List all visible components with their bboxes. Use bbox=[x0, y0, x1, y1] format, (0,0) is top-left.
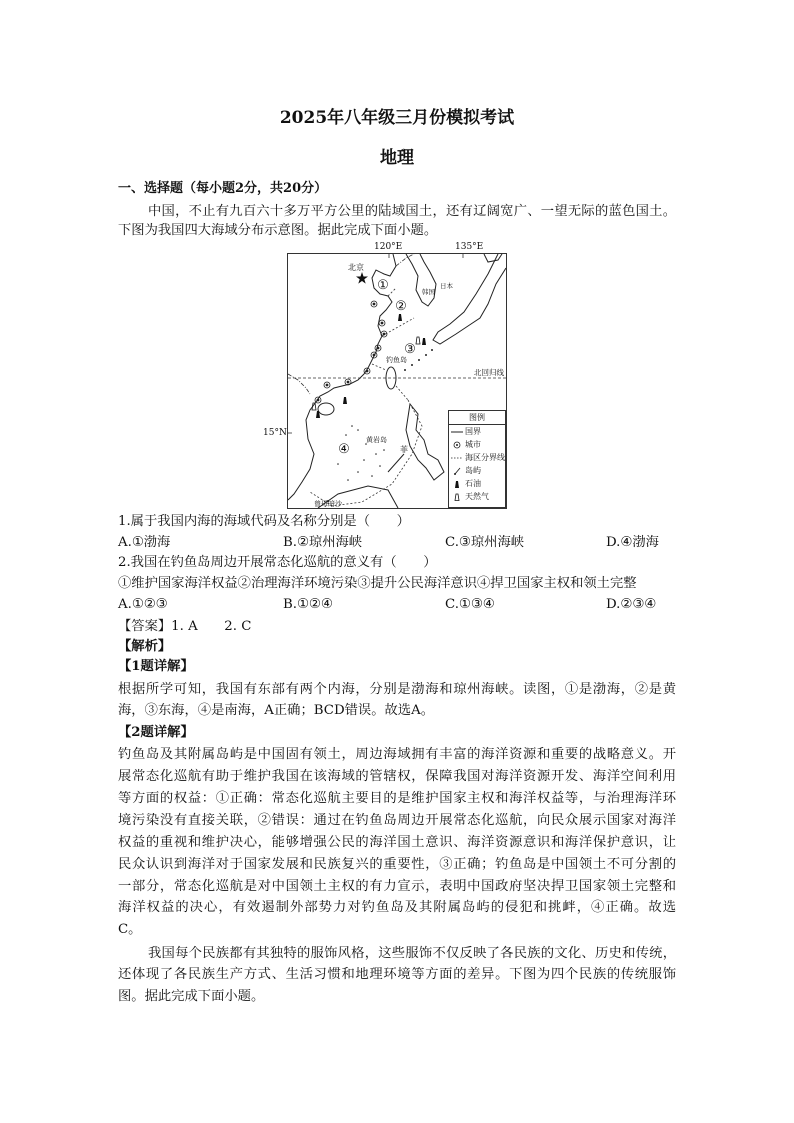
question-1-option-c: C.③琼州海峡 bbox=[445, 535, 525, 550]
map-legend bbox=[448, 410, 506, 508]
legend-title: 图例 bbox=[469, 413, 485, 422]
label-korea: 韩国 bbox=[422, 288, 435, 296]
legend-item-border: 国界 bbox=[451, 426, 481, 438]
section-heading: 一、选择题（每小题2分，共20分） bbox=[118, 181, 328, 196]
analysis-2-line: 权益的重视和维护决心，能够增强公民的海洋国土意识、海洋资源意识和海洋保护意识，让 bbox=[118, 835, 676, 850]
sea-number-1: ① bbox=[377, 278, 389, 293]
natural-gas-symbol-icon bbox=[451, 493, 463, 501]
analysis-2-line: 等方面的权益：①正确：常态化巡航主要目的是维护国家主权和海洋权益等，与治理海洋环 bbox=[118, 791, 676, 806]
analysis-2-line: 展常态化巡航有助于维护我国在该海域的管辖权，保障我国对海洋资源开发、海洋空间利用 bbox=[118, 769, 676, 784]
analysis-2-line: 海洋权益的决心，有效遏制外部势力对钓鱼岛及其附属岛屿的侵犯和挑衅，④正确。故选 bbox=[118, 900, 676, 915]
sea-number-4: ④ bbox=[338, 442, 350, 457]
next-intro-line: 图。据此完成下面小题。 bbox=[118, 989, 265, 1004]
japan-coastline bbox=[433, 254, 506, 344]
lat-label-15: 15°N bbox=[263, 428, 287, 438]
label-japan: 日本 bbox=[440, 282, 453, 290]
answer-line: 【答案】1. A 2. C bbox=[118, 619, 252, 634]
question-2-option-d: D.②③④ bbox=[606, 597, 657, 612]
analysis-1-line: 海，③东海，④是南海，A正确；BCD错误。故选A。 bbox=[118, 703, 434, 718]
intro-line: 下图为我国四大海域分布示意图。据此完成下面小题。 bbox=[118, 223, 438, 238]
analysis-label: 【解析】 bbox=[118, 639, 172, 654]
legend-item-gas: 天然气 bbox=[451, 491, 489, 503]
oil-markers bbox=[316, 314, 426, 418]
philippines-coastline bbox=[406, 404, 444, 480]
legend-item-city: 城市 bbox=[451, 439, 481, 451]
question-1-option-a: A.①渤海 bbox=[118, 535, 171, 550]
label-beijing: 北京 bbox=[348, 263, 364, 272]
national-border bbox=[288, 374, 310, 394]
question-2-option-b: B.①②④ bbox=[283, 597, 333, 612]
label-huangyan: 黄岩岛 bbox=[366, 436, 387, 444]
lon-label-120: 120°E bbox=[374, 242, 403, 252]
analysis-1-heading: 【1题详解】 bbox=[118, 659, 194, 674]
analysis-2-line: 一部分，常态化巡航是对中国领土主权的有力宣示，表明中国政府坚决捍卫国家领土完整和 bbox=[118, 879, 676, 894]
next-intro-line: 还体现了各民族生产方式、生活习惯和地理环境等方面的差异。下图为四个民族的传统服饰 bbox=[118, 967, 676, 982]
next-intro-line: 我国每个民族都有其独特的服饰风格，这些服饰不仅反映了各民族的文化、历史和传统， bbox=[148, 946, 676, 961]
city-symbol-icon bbox=[451, 441, 463, 449]
sea-number-3: ③ bbox=[404, 342, 416, 357]
analysis-2-heading: 【2题详解】 bbox=[118, 725, 194, 740]
legend-item-island: 岛屿 bbox=[451, 465, 481, 477]
analysis-1-line: 根据所学可知，我国有东部有两个内海，分别是渤海和琼州海峡。读图，①是渤海，②是黄 bbox=[118, 682, 676, 697]
korea-coastline bbox=[406, 254, 436, 306]
analysis-2-line: C。 bbox=[118, 922, 142, 937]
label-diaoyu: 钓鱼岛 bbox=[386, 356, 407, 364]
capital-star-icon bbox=[356, 272, 368, 284]
question-1-option-b: B.②琼州海峡 bbox=[283, 535, 363, 550]
legend-item-oil: 石油 bbox=[451, 478, 481, 490]
sea-boundary-lines bbox=[310, 288, 422, 506]
sea-boundary-line-icon bbox=[451, 454, 463, 462]
question-1-stem: 1.属于我国内海的海域代码及名称分别是（ ） bbox=[118, 514, 410, 529]
lon-label-135: 135°E bbox=[455, 242, 484, 252]
national-border bbox=[396, 254, 414, 266]
question-2-statements: ①维护国家海洋权益②治理海洋环境污染③提升公民海洋意识④捍卫国家主权和领土完整 bbox=[118, 576, 637, 591]
hokkaido-coastline bbox=[484, 254, 502, 262]
oil-symbol-icon bbox=[451, 480, 463, 488]
label-tropic: 北回归线 bbox=[474, 368, 504, 377]
national-border-line-icon bbox=[451, 428, 463, 436]
intro-line: 中国，不止有九百六十多万平方公里的陆域国土，还有辽阔宽广、一望无际的蓝色国土。 bbox=[148, 204, 676, 219]
hainan-island bbox=[318, 403, 334, 415]
question-2-stem: 2.我国在钓鱼岛周边开展常态化巡航的意义有（ ） bbox=[118, 555, 437, 570]
label-zengmu: 曾母暗沙 bbox=[314, 500, 342, 508]
analysis-2-line: 钓鱼岛及其附属岛屿是中国固有领土，周边海域拥有丰富的海洋资源和重要的战略意义。开 bbox=[118, 747, 676, 762]
question-2-option-c: C.①③④ bbox=[445, 597, 495, 612]
question-1-option-d: D.④渤海 bbox=[606, 535, 659, 550]
legend-divider bbox=[449, 424, 505, 425]
exam-title: 2025年八年级三月份模拟考试 bbox=[279, 108, 515, 128]
analysis-2-line: 民众认识到海洋对于国家发展和民族复兴的重要性，③正确；钓鱼岛是中国领土不可分割的 bbox=[118, 857, 676, 872]
question-2-option-a: A.①②③ bbox=[118, 597, 168, 612]
sea-area-map bbox=[287, 253, 507, 509]
subject-title: 地理 bbox=[380, 148, 414, 168]
label-philippines: 菲 bbox=[400, 445, 408, 454]
legend-item-sea-boundary: 海区分界线 bbox=[451, 452, 505, 464]
analysis-2-line: 境污染没有直接关联，②错误：通过在钓鱼岛周边开展常态化巡航，向民众展示国家对海洋 bbox=[118, 813, 676, 828]
sea-number-2: ② bbox=[395, 299, 407, 314]
island-symbol-icon bbox=[451, 467, 463, 475]
